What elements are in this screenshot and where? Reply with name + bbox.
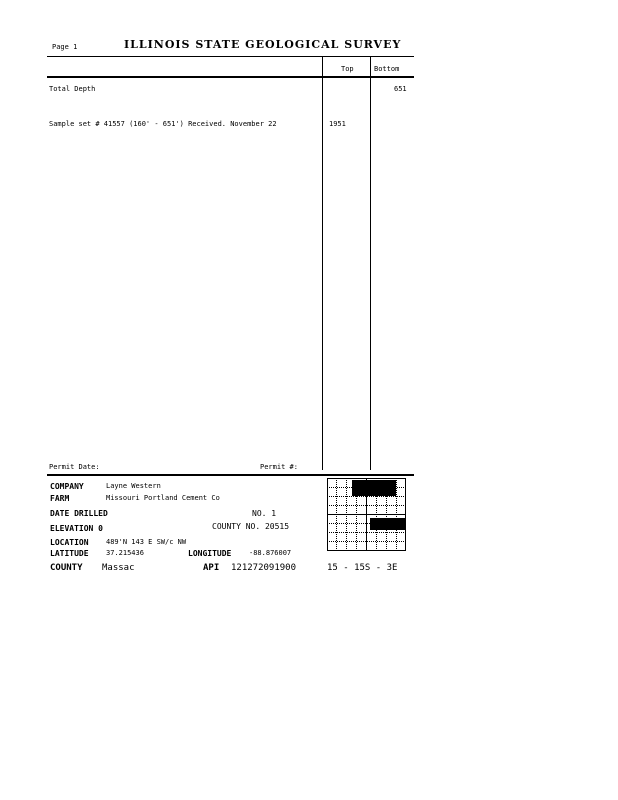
- total-depth-label: Total Depth: [49, 85, 96, 93]
- sample-set-year: 1951: [329, 120, 346, 128]
- longitude-value: -88.876007: [249, 549, 292, 557]
- company-value: Layne Western: [106, 482, 161, 490]
- location-value: 489'N 143 E SW/c NW: [106, 538, 187, 546]
- permit-number-label: Permit #:: [260, 463, 298, 471]
- elevation-label: ELEVATION 0: [50, 524, 103, 533]
- county-value: Massac: [102, 563, 135, 573]
- survey-title: ILLINOIS STATE GEOLOGICAL SURVEY: [124, 38, 402, 51]
- header-rule-bottom: [47, 76, 414, 78]
- latitude-value: 37.215436: [106, 549, 144, 557]
- redaction-block-right: [370, 518, 405, 530]
- section-locator-grid: [327, 478, 406, 551]
- date-drilled-label: DATE DRILLED: [50, 509, 108, 518]
- farm-value: Missouri Portland Cement Co: [106, 494, 220, 502]
- farm-label: FARM: [50, 494, 70, 503]
- permit-rule: [47, 474, 414, 476]
- permit-date-label: Permit Date:: [49, 463, 100, 471]
- well-number: NO. 1: [252, 509, 277, 518]
- column-divider-left: [322, 57, 323, 470]
- sample-set-label: Sample set # 41557 (160' - 651') Received. November 22: [49, 120, 277, 128]
- api-number: 121272091900: [231, 563, 297, 573]
- bottom-column-header: Bottom: [374, 65, 400, 73]
- township-range: 15 - 15S - 3E: [327, 563, 398, 573]
- header-rule-top: [47, 56, 414, 57]
- latitude-label: LATITUDE: [50, 549, 89, 558]
- longitude-label: LONGITUDE: [188, 549, 232, 558]
- top-column-header: Top: [341, 65, 354, 73]
- api-label: API: [203, 563, 220, 573]
- company-label: COMPANY: [50, 482, 84, 491]
- location-label: LOCATION: [50, 538, 89, 547]
- page-number: Page 1: [52, 43, 78, 51]
- county-label: COUNTY: [50, 563, 83, 573]
- redaction-block-top: [352, 480, 396, 496]
- column-divider-right: [370, 57, 371, 470]
- county-number: COUNTY NO. 20515: [212, 522, 290, 531]
- total-depth-bottom: 651: [394, 85, 407, 93]
